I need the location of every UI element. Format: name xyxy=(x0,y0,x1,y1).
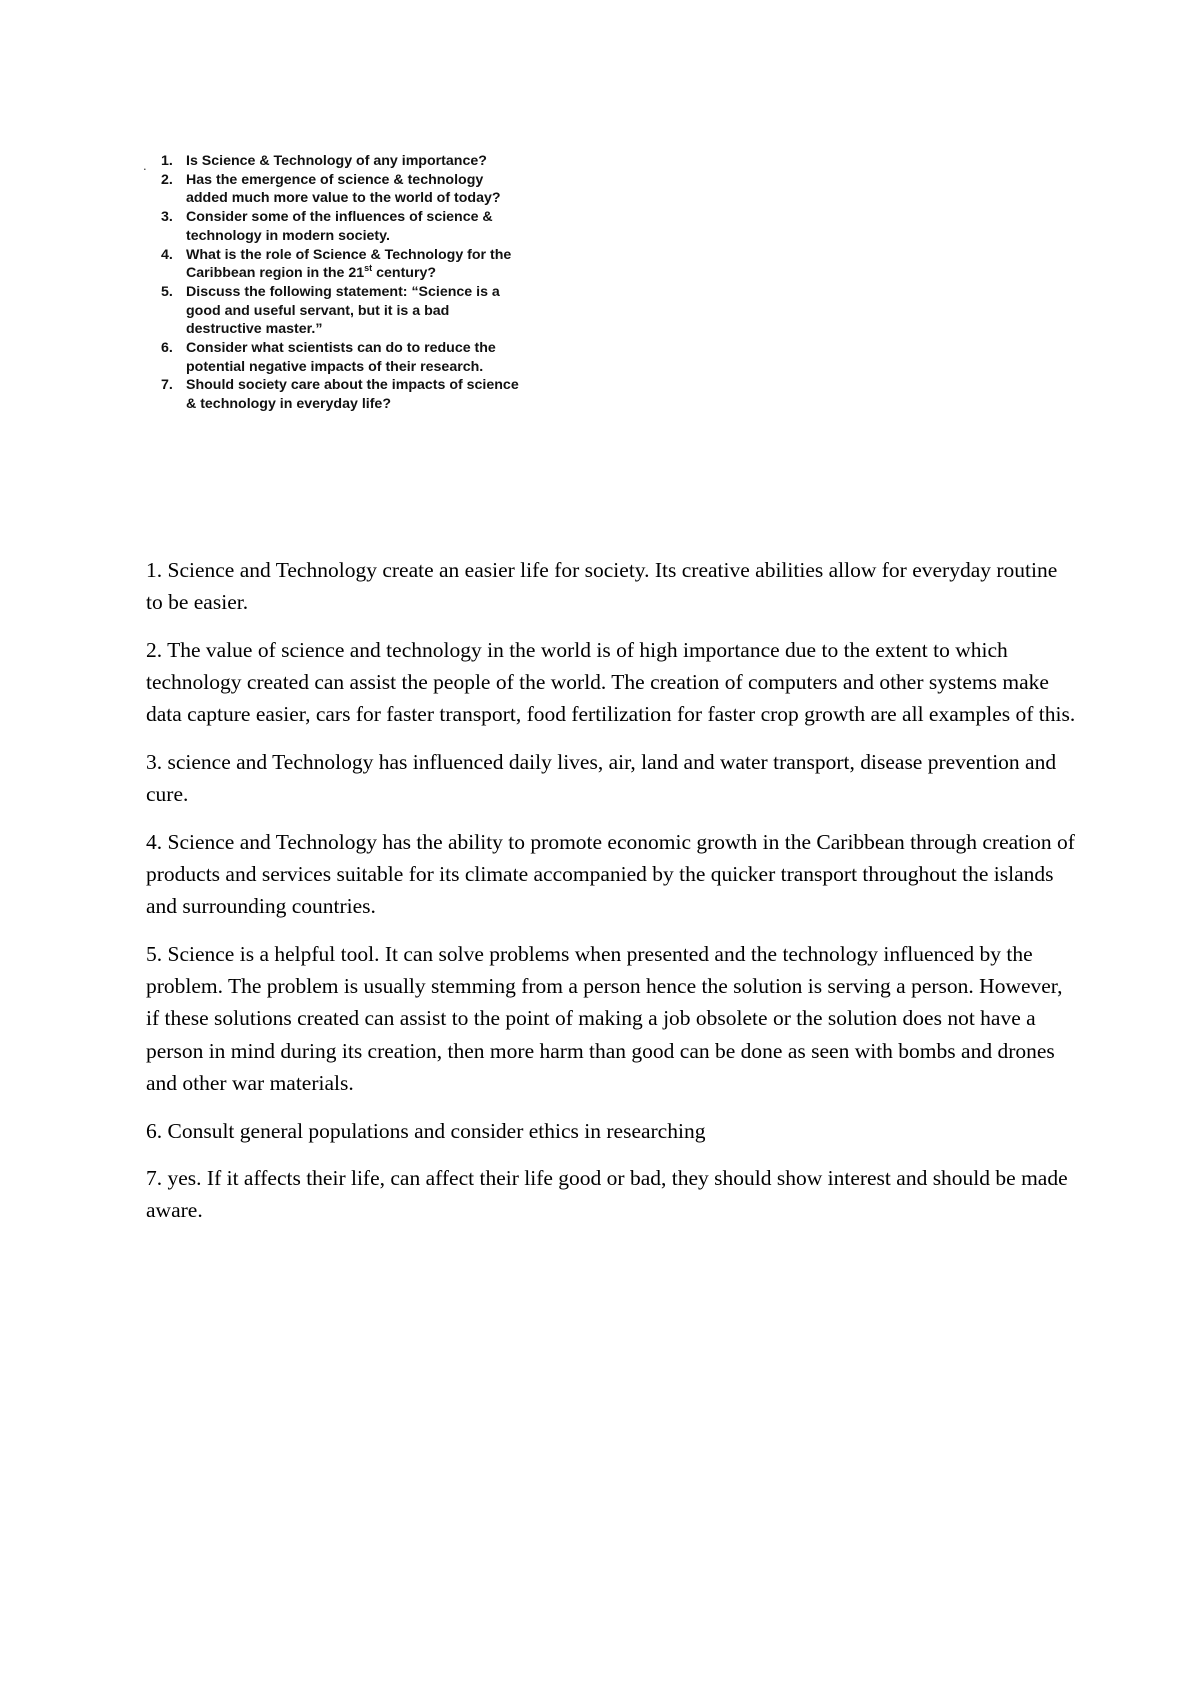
answer-paragraph: 4. Science and Technology has the ability to promote economic growth in the Caribbean through creation of products and services suitable for its climate accompanied by the quicker transport throughout the islands and surrounding countries. xyxy=(146,829,1075,919)
question-number: 2. xyxy=(161,171,173,188)
question-item xyxy=(140,208,520,245)
question-item xyxy=(140,376,520,413)
question-list xyxy=(140,152,520,414)
question-text: Is Science & Technology of any importance? xyxy=(186,153,487,169)
question-text: Should society care about the impacts of science & technology in everyday life? xyxy=(186,377,519,413)
question-number: 3. xyxy=(161,209,173,226)
question-item xyxy=(140,152,520,171)
question-text-end: century? xyxy=(372,265,437,282)
question-text: Consider some of the influences of science & technology in modern society. xyxy=(186,209,493,244)
answer-paragraph: 5. Science is a helpful tool. It can solve problems when presented and the technology influenced by the problem. The problem is usually stemming from a person hence the solution is serving a person. However, if these solutions created can assist to the point of making a job obsolete or the solution does not have a person in mind during its creation, then more harm than good can be done as seen with bombs and drones and other war materials. xyxy=(146,942,1063,1095)
question-number: 1. xyxy=(161,153,173,169)
question-text-start: What is the role of Science & Technology for the Caribbean region in the 21 xyxy=(186,246,512,282)
question-item xyxy=(140,283,520,339)
question-text xyxy=(186,247,511,282)
question-item xyxy=(140,246,520,283)
question-text: Has the emergence of science & technology added much more value to the world of today? xyxy=(186,171,501,207)
answer-paragraph: 2. The value of science and technology in the world is of high importance due to the extent to which technology created can assist the people of the world. The creation of computers and other systems make data capture easier, cars for faster transport, food fertilization for faster crop growth are all examples of this. xyxy=(146,637,1076,727)
question-item xyxy=(140,339,520,376)
question-text: Consider what scientists can do to reduce the potential negative impacts of their research. xyxy=(186,340,496,375)
answer-paragraph: 3. science and Technology has influenced daily lives, air, land and water transport, disease prevention and cure. xyxy=(146,750,1057,807)
question-number: 6. xyxy=(161,340,173,357)
question-number: 5. xyxy=(161,283,173,300)
stray-mark: . xyxy=(143,158,147,173)
answer-paragraph: 6. Consult general populations and consider ethics in researching xyxy=(146,1118,706,1143)
answer-paragraph: 1. Science and Technology create an easier life for society. Its creative abilities allow for everyday routine to be easier. xyxy=(146,558,1058,615)
answer-paragraph: 7. yes. If it affects their life, can affect their life good or bad, they should show interest and should be made aware. xyxy=(146,1166,1068,1223)
answer-list xyxy=(146,554,1076,1242)
ordinal-suffix: st xyxy=(364,263,373,274)
question-number: 7. xyxy=(161,377,173,394)
question-text: Discuss the following statement: “Science is a good and useful servant, but it is a bad destructive master.” xyxy=(186,283,500,338)
question-number: 4. xyxy=(161,246,173,263)
question-item xyxy=(140,171,520,208)
